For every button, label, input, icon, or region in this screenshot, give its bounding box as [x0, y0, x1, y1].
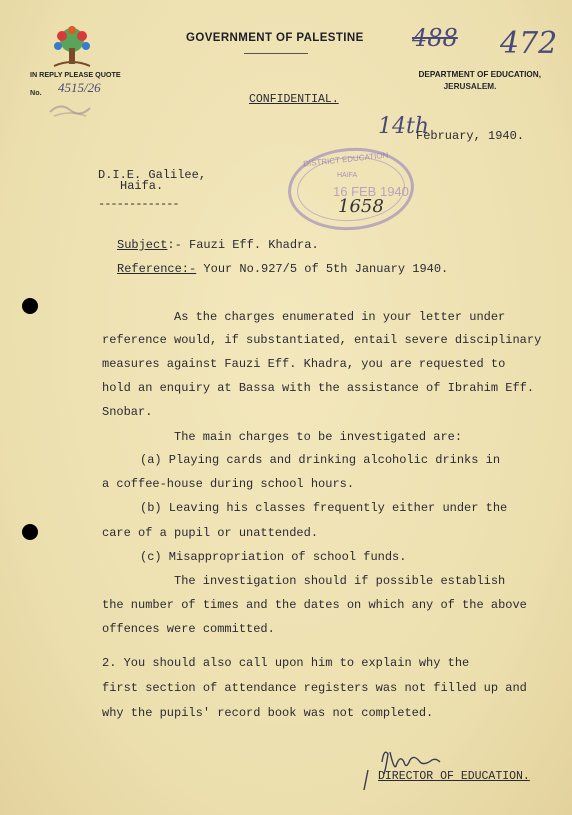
- charge-c: (c) Misappropriation of school funds.: [140, 550, 407, 564]
- body-line: care of a pupil or unattended.: [102, 526, 319, 540]
- subject-text: :- Fauzi Eff. Khadra.: [167, 238, 319, 252]
- body-line: Snobar.: [102, 405, 153, 419]
- reference-line: [117, 262, 448, 276]
- recipient-line-2: Haifa.: [120, 179, 164, 193]
- stamp-date: 16 FEB 1940: [333, 184, 409, 199]
- reference-label: Reference:-: [117, 262, 197, 276]
- body-line: offences were committed.: [102, 622, 275, 636]
- paragraph-2-line: 2. You should also call upon him to explain why the: [102, 656, 470, 670]
- department-name: DEPARTMENT OF EDUCATION,: [418, 70, 541, 79]
- subject-line: [117, 238, 319, 252]
- body-line: The investigation should if possible establish: [174, 574, 506, 588]
- signature-icon: [360, 740, 460, 792]
- charge-b: (b) Leaving his classes frequently either under the: [140, 501, 508, 515]
- body-line: why the pupils' record book was not completed.: [102, 706, 434, 720]
- recipient-rule: -------------: [98, 197, 179, 211]
- stamp-city: HAIFA: [337, 172, 358, 179]
- file-number: 472: [500, 26, 558, 61]
- reference-no-value: 4515/26: [58, 80, 101, 95]
- body-line: As the charges enumerated in your letter under: [174, 310, 506, 324]
- punch-hole: [22, 524, 38, 540]
- recipient-line-1: D.I.E. Galilee,: [98, 168, 207, 182]
- classification-label: CONFIDENTIAL.: [249, 93, 339, 106]
- subject-label: Subject: [117, 238, 168, 252]
- archive-watermark-icon: [44, 98, 96, 120]
- date-day-handwritten: 14th: [378, 114, 430, 139]
- tree-logo-icon: [48, 24, 96, 70]
- punch-hole: [22, 298, 38, 314]
- body-line: reference would, if substantiated, entail severe disciplinary: [102, 333, 542, 347]
- stamp-office: DISTRICT EDUCATION: [302, 150, 389, 169]
- charge-a: (a) Playing cards and drinking alcoholic drinks in: [140, 453, 501, 467]
- archive-watermark: [44, 98, 96, 123]
- body-line: The main charges to be investigated are:: [174, 430, 463, 444]
- signoff-title: DIRECTOR OF EDUCATION.: [378, 770, 530, 783]
- stamp-handwritten-number: 1658: [338, 196, 384, 217]
- struck-file-number: 488: [412, 24, 458, 52]
- body-line: a coffee-house during school hours.: [102, 477, 355, 491]
- title-rule: [244, 53, 308, 54]
- letter-date: February, 1940.: [416, 129, 525, 143]
- government-title: GOVERNMENT OF PALESTINE: [186, 32, 364, 44]
- department-city: JERUSALEM.: [443, 82, 497, 91]
- body-line: first section of attendance registers was not filled up and: [102, 681, 527, 695]
- body-line: measures against Fauzi Eff. Khadra, you are requested to: [102, 357, 506, 371]
- reference-text: Your No.927/5 of 5th January 1940.: [196, 262, 449, 276]
- reference-no-label: No.: [30, 88, 42, 97]
- body-line: hold an enquiry at Bassa with the assistance of Ibrahim Eff.: [102, 381, 535, 395]
- body-line: the number of times and the dates on which any of the above: [102, 598, 527, 612]
- reply-quote-label: IN REPLY PLEASE QUOTE: [30, 70, 121, 79]
